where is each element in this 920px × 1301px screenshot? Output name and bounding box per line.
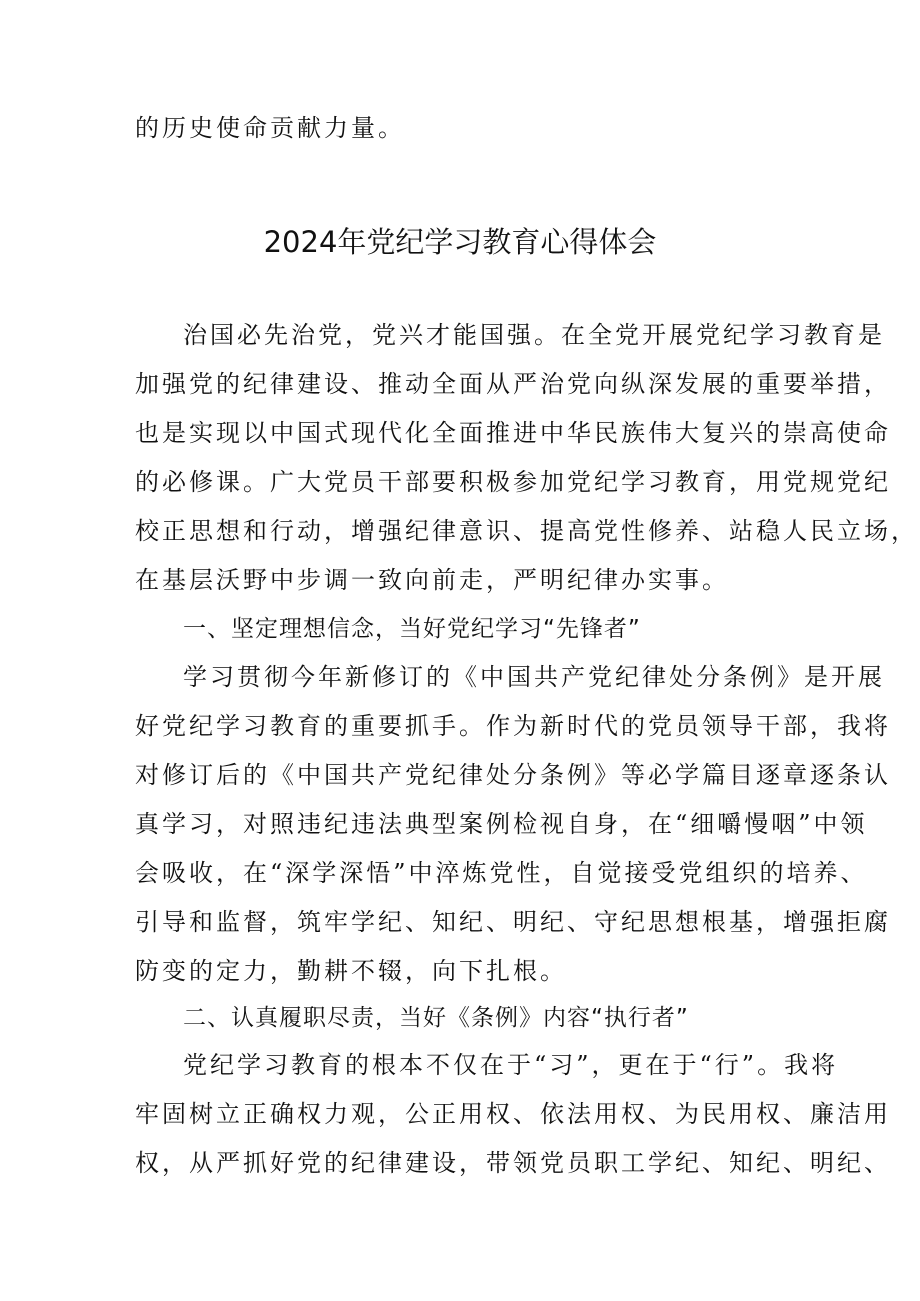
paragraph-line: 治国必先治党，党兴才能国强。在全党开展党纪学习教育是 bbox=[183, 321, 885, 349]
paragraph-line: 防变的定力，勤耕不辍，向下扎根。 bbox=[135, 957, 567, 985]
paragraph-line: 在基层沃野中步调一致向前走，严明纪律办实事。 bbox=[135, 566, 729, 594]
document-title: 2024年党纪学习教育心得体会 bbox=[263, 225, 657, 259]
paragraph-line: 校正思想和行动，增强纪律意识、提高党性修养、站稳人民立场， bbox=[135, 517, 918, 545]
paragraph-line: 真学习，对照违纪违法典型案例检视自身，在“细嚼慢咽”中领 bbox=[135, 810, 868, 838]
paragraph-line: 会吸收，在“深学深悟”中淬炼党性，自觉接受党组织的培养、 bbox=[135, 859, 868, 887]
section-heading-2: 二、认真履职尽责，当好《条例》内容“执行者” bbox=[183, 1005, 689, 1031]
section-heading-1: 一、坚定理想信念，当好党纪学习“先锋者” bbox=[183, 616, 641, 642]
paragraph-line: 党纪学习教育的根本不仅在于“习”，更在于“行”。我将 bbox=[183, 1051, 839, 1079]
paragraph-line: 加强党的纪律建设、推动全面从严治党向纵深发展的重要举措， bbox=[135, 370, 891, 398]
paragraph-line: 牢固树立正确权力观，公正用权、依法用权、为民用权、廉洁用 bbox=[135, 1100, 891, 1128]
paragraph-line: 权，从严抓好党的纪律建设，带领党员职工学纪、知纪、明纪、 bbox=[135, 1149, 891, 1177]
carryover-line: 的历史使命贡献力量。 bbox=[135, 114, 405, 142]
paragraph-line: 对修订后的《中国共产党纪律处分条例》等必学篇目逐章逐条认 bbox=[135, 761, 891, 789]
paragraph-line: 好党纪学习教育的重要抓手。作为新时代的党员领导干部，我将 bbox=[135, 712, 891, 740]
paragraph-line: 引导和监督，筑牢学纪、知纪、明纪、守纪思想根基，增强拒腐 bbox=[135, 908, 891, 936]
paragraph-line: 学习贯彻今年新修订的《中国共产党纪律处分条例》是开展 bbox=[183, 663, 885, 691]
paragraph-line: 也是实现以中国式现代化全面推进中华民族伟大复兴的崇高使命 bbox=[135, 419, 891, 447]
paragraph-line: 的必修课。广大党员干部要积极参加党纪学习教育，用党规党纪 bbox=[135, 468, 891, 496]
